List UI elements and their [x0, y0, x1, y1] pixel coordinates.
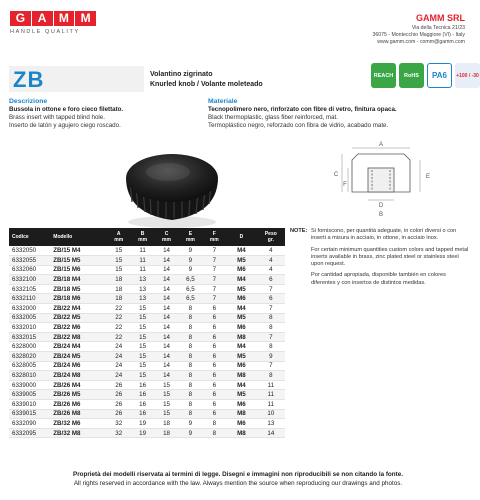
cell-d: M6 [226, 265, 256, 275]
cell-model: ZB/32 M8 [50, 428, 107, 438]
cell-e: 9 [178, 265, 202, 275]
cell-weight: 4 [257, 265, 285, 275]
logo-tagline: HANDLE QUALITY [10, 29, 80, 35]
reach-label: REACH [373, 72, 394, 79]
cell-e: 9 [178, 256, 202, 266]
cell-c: 15 [155, 400, 179, 410]
cell-model: ZB/26 M5 [50, 390, 107, 400]
cell-a: 22 [107, 323, 131, 333]
table-row [9, 323, 285, 333]
cell-b: 15 [131, 304, 155, 314]
cell-c: 14 [155, 304, 179, 314]
cell-d: M6 [226, 294, 256, 304]
temperature-badge-icon [455, 63, 480, 88]
cell-e: 6,5 [178, 294, 202, 304]
material-es: Termoplástico negro, reforzado con fibra de vidrio, acabado mate. [208, 122, 389, 129]
description-es: Inserto de latón y agujero ciego roscado. [9, 122, 121, 129]
cell-d: M4 [226, 380, 256, 390]
cell-weight: 8 [257, 313, 285, 323]
cell-e: 8 [178, 361, 202, 371]
cell-c: 14 [155, 284, 179, 294]
cell-code: 6332095 [9, 428, 50, 438]
cell-code: 6328005 [9, 361, 50, 371]
column-header-code: Codice [9, 228, 50, 246]
product-titles [150, 70, 263, 90]
table-row [9, 352, 285, 362]
cell-c: 18 [155, 419, 179, 429]
cell-model: ZB/18 M4 [50, 275, 107, 285]
table-row [9, 390, 285, 400]
footer [0, 470, 476, 488]
cell-b: 16 [131, 400, 155, 410]
cell-a: 22 [107, 332, 131, 342]
company-address-1: Via della Tecnica 21/23 [411, 25, 465, 31]
cell-e: 6,5 [178, 275, 202, 285]
cell-model: ZB/26 M4 [50, 380, 107, 390]
company-address-2: 36075 - Montecchio Maggiore (VI) - Italy [372, 32, 465, 38]
cell-c: 14 [155, 352, 179, 362]
dim-e-label: E [425, 174, 431, 180]
cell-d: M4 [226, 342, 256, 352]
cell-a: 26 [107, 380, 131, 390]
gamm-logo [10, 11, 96, 35]
cell-c: 15 [155, 409, 179, 419]
cell-code: 6332050 [9, 246, 50, 256]
table-row [9, 332, 285, 342]
cell-d: M5 [226, 352, 256, 362]
column-header-f: F mm [202, 228, 226, 246]
cell-model: ZB/22 M6 [50, 323, 107, 333]
cell-f: 6 [202, 400, 226, 410]
cell-a: 22 [107, 313, 131, 323]
product-code: ZB [13, 67, 45, 92]
table-row [9, 428, 285, 438]
cell-d: M4 [226, 304, 256, 314]
cell-weight: 11 [257, 400, 285, 410]
cell-f: 6 [202, 352, 226, 362]
notes-section [290, 228, 470, 291]
description-heading: Descrizione [9, 98, 48, 105]
product-title-it: Volantino zigrinato [150, 71, 213, 78]
cell-a: 24 [107, 361, 131, 371]
cell-code: 6339010 [9, 400, 50, 410]
material-badge-icon [427, 63, 452, 88]
cell-e: 8 [178, 380, 202, 390]
material-label: PA6 [432, 71, 447, 80]
cell-a: 15 [107, 265, 131, 275]
cell-d: M6 [226, 361, 256, 371]
cell-c: 14 [155, 256, 179, 266]
cell-code: 6332005 [9, 313, 50, 323]
table-row [9, 313, 285, 323]
cell-weight: 6 [257, 275, 285, 285]
table-row [9, 371, 285, 381]
logo-word [10, 11, 96, 26]
cell-model: ZB/22 M4 [50, 304, 107, 314]
logo-letter: M [75, 11, 96, 26]
cell-d: M8 [226, 332, 256, 342]
cell-e: 8 [178, 323, 202, 333]
cell-d: M4 [226, 246, 256, 256]
cell-a: 32 [107, 428, 131, 438]
dim-d-label: D [378, 203, 384, 209]
cell-a: 26 [107, 409, 131, 419]
technical-drawing [300, 140, 470, 220]
cell-e: 9 [178, 246, 202, 256]
cell-b: 15 [131, 313, 155, 323]
cell-code: 6332015 [9, 332, 50, 342]
cell-a: 18 [107, 294, 131, 304]
cell-code: 6339005 [9, 390, 50, 400]
cell-b: 15 [131, 352, 155, 362]
cell-code: 6328000 [9, 342, 50, 352]
cell-model: ZB/24 M4 [50, 342, 107, 352]
cell-c: 14 [155, 313, 179, 323]
cell-b: 16 [131, 390, 155, 400]
cell-model: ZB/24 M5 [50, 352, 107, 362]
rohs-badge-icon [399, 63, 424, 88]
cell-f: 6 [202, 323, 226, 333]
cell-weight: 4 [257, 246, 285, 256]
cell-code: 6332060 [9, 265, 50, 275]
notes-it: Si forniscono, per quantità adeguate, in colori diversi o con inserti a misura in acciaio, in ottone, in acciaio inox. [311, 228, 457, 242]
table-row [9, 256, 285, 266]
column-header-d: D [226, 228, 256, 246]
cell-d: M8 [226, 409, 256, 419]
cell-a: 22 [107, 304, 131, 314]
cell-f: 6 [202, 342, 226, 352]
cell-d: M5 [226, 256, 256, 266]
rohs-label: RoHS [404, 72, 419, 79]
description-section [9, 97, 199, 130]
product-code-box [9, 66, 144, 92]
cell-f: 6 [202, 390, 226, 400]
cell-c: 14 [155, 265, 179, 275]
cell-weight: 8 [257, 323, 285, 333]
column-header-a: A mm [107, 228, 131, 246]
knob-highlight [146, 163, 190, 181]
table-row [9, 400, 285, 410]
table-row [9, 284, 285, 294]
cell-a: 24 [107, 352, 131, 362]
cell-f: 6 [202, 409, 226, 419]
cell-e: 8 [178, 400, 202, 410]
description-it: Bussola in ottone e foro cieco filettato. [9, 106, 124, 113]
cell-a: 18 [107, 284, 131, 294]
cell-weight: 4 [257, 256, 285, 266]
cell-weight: 13 [257, 419, 285, 429]
cell-a: 26 [107, 400, 131, 410]
cell-weight: 9 [257, 352, 285, 362]
reach-badge-icon [371, 63, 396, 88]
cell-b: 19 [131, 419, 155, 429]
cell-b: 13 [131, 275, 155, 285]
cell-b: 16 [131, 380, 155, 390]
footer-it: Proprietà dei modelli riservata ai termini di legge. Disegni e immagini non riproducibili se non citando la fonte. [73, 471, 403, 478]
cell-b: 11 [131, 256, 155, 266]
cell-b: 15 [131, 371, 155, 381]
cell-weight: 6 [257, 294, 285, 304]
column-header-b: B mm [131, 228, 155, 246]
cell-b: 19 [131, 428, 155, 438]
cell-d: M6 [226, 323, 256, 333]
cell-a: 24 [107, 371, 131, 381]
cell-model: ZB/24 M8 [50, 371, 107, 381]
cell-code: 6328020 [9, 352, 50, 362]
table-row [9, 265, 285, 275]
dim-b-label: B [378, 212, 384, 218]
cell-d: M6 [226, 400, 256, 410]
cell-code: 6328010 [9, 371, 50, 381]
cell-model: ZB/15 M6 [50, 265, 107, 275]
cell-f: 8 [202, 419, 226, 429]
description-en: Brass insert with tapped blind hole. [9, 114, 105, 121]
table-row [9, 380, 285, 390]
cell-code: 6332100 [9, 275, 50, 285]
cell-d: M8 [226, 371, 256, 381]
cell-c: 14 [155, 371, 179, 381]
table-row [9, 275, 285, 285]
dim-f-label: F [343, 182, 347, 188]
cell-d: M6 [226, 419, 256, 429]
table-row [9, 246, 285, 256]
cell-b: 11 [131, 265, 155, 275]
cell-e: 8 [178, 352, 202, 362]
cell-d: M5 [226, 390, 256, 400]
cell-f: 7 [202, 275, 226, 285]
cell-b: 11 [131, 246, 155, 256]
cell-e: 8 [178, 304, 202, 314]
cell-code: 6332090 [9, 419, 50, 429]
cell-model: ZB/26 M6 [50, 400, 107, 410]
column-header-weight: Peso gr. [257, 228, 285, 246]
cell-model: ZB/18 M6 [50, 294, 107, 304]
cell-f: 7 [202, 265, 226, 275]
column-header-e: E mm [178, 228, 202, 246]
table-row [9, 294, 285, 304]
cell-e: 8 [178, 409, 202, 419]
cell-weight: 11 [257, 380, 285, 390]
company-info [372, 13, 465, 46]
cell-model: ZB/15 M5 [50, 256, 107, 266]
cell-weight: 14 [257, 428, 285, 438]
table-row [9, 304, 285, 314]
notes-en: For certain minimum quantities custom colors and tapped metal inserts available in brass, zinc plated steel or stainless steel upon request. [311, 246, 469, 268]
cell-f: 6 [202, 304, 226, 314]
cell-f: 6 [202, 361, 226, 371]
cell-b: 15 [131, 342, 155, 352]
cell-f: 7 [202, 294, 226, 304]
cell-code: 6332010 [9, 323, 50, 333]
table-row [9, 409, 285, 419]
cell-e: 8 [178, 313, 202, 323]
cell-code: 6339015 [9, 409, 50, 419]
cell-a: 15 [107, 256, 131, 266]
cell-f: 6 [202, 332, 226, 342]
cell-b: 13 [131, 294, 155, 304]
product-title-en: Knurled knob / Volante moleteado [150, 81, 263, 88]
cell-model: ZB/32 M6 [50, 419, 107, 429]
cell-d: M4 [226, 275, 256, 285]
table-row [9, 361, 285, 371]
cell-f: 7 [202, 256, 226, 266]
cell-d: M5 [226, 284, 256, 294]
cell-e: 8 [178, 332, 202, 342]
cell-c: 15 [155, 390, 179, 400]
cell-c: 15 [155, 380, 179, 390]
column-header-c: C mm [155, 228, 179, 246]
cell-weight: 10 [257, 409, 285, 419]
cell-b: 15 [131, 361, 155, 371]
dim-c-label: C [333, 172, 339, 178]
cell-a: 24 [107, 342, 131, 352]
cell-a: 32 [107, 419, 131, 429]
cell-c: 14 [155, 361, 179, 371]
column-header-model: Modello [50, 228, 107, 246]
cell-model: ZB/22 M5 [50, 313, 107, 323]
certification-badges [371, 63, 480, 88]
footer-en: All rights reserved in accordance with the law. Always mention the source when reproducing our drawings and photos. [73, 480, 403, 487]
cell-model: ZB/26 M8 [50, 409, 107, 419]
material-en: Black thermoplastic, glass fiber reinforced, mat. [208, 114, 338, 121]
notes-label: NOTE: [290, 228, 308, 234]
cell-model: ZB/15 M4 [50, 246, 107, 256]
cell-b: 15 [131, 323, 155, 333]
material-heading: Materiale [208, 98, 238, 105]
cell-code: 6332110 [9, 294, 50, 304]
cell-c: 14 [155, 294, 179, 304]
table-row [9, 342, 285, 352]
cell-b: 13 [131, 284, 155, 294]
cell-code: 6332105 [9, 284, 50, 294]
cell-weight: 7 [257, 361, 285, 371]
cell-code: 6332000 [9, 304, 50, 314]
cell-a: 26 [107, 390, 131, 400]
cell-code: 6339000 [9, 380, 50, 390]
cell-e: 9 [178, 428, 202, 438]
cell-weight: 8 [257, 342, 285, 352]
cell-c: 14 [155, 323, 179, 333]
cell-d: M5 [226, 313, 256, 323]
cell-b: 15 [131, 332, 155, 342]
cell-model: ZB/22 M8 [50, 332, 107, 342]
company-web[interactable]: www.gamm.com - comm@gamm.com [377, 39, 465, 45]
cell-d: M8 [226, 428, 256, 438]
material-section [208, 97, 468, 130]
cell-e: 9 [178, 419, 202, 429]
cell-model: ZB/24 M6 [50, 361, 107, 371]
cell-c: 14 [155, 246, 179, 256]
dim-a-label: A [378, 142, 384, 148]
cell-model: ZB/18 M5 [50, 284, 107, 294]
cell-f: 7 [202, 284, 226, 294]
logo-letter: M [54, 11, 75, 26]
cell-weight: 11 [257, 390, 285, 400]
cell-e: 6,5 [178, 284, 202, 294]
cell-weight: 7 [257, 304, 285, 314]
cell-c: 14 [155, 332, 179, 342]
cell-c: 14 [155, 342, 179, 352]
dimensions-table [9, 228, 285, 438]
table-row [9, 419, 285, 429]
knob-photo [108, 142, 232, 232]
material-it: Tecnopolimero nero, rinforzato con fibre di vetro, finitura opaca. [208, 106, 397, 113]
cell-f: 8 [202, 428, 226, 438]
cell-f: 6 [202, 313, 226, 323]
cell-weight: 7 [257, 332, 285, 342]
cell-c: 14 [155, 275, 179, 285]
cell-e: 8 [178, 390, 202, 400]
company-name: GAMM SRL [416, 13, 465, 23]
cell-a: 15 [107, 246, 131, 256]
cell-a: 18 [107, 275, 131, 285]
cell-e: 8 [178, 342, 202, 352]
temperature-label: +100 / -30 [456, 72, 479, 79]
logo-letter: A [32, 11, 53, 26]
cell-weight: 8 [257, 371, 285, 381]
cell-weight: 7 [257, 284, 285, 294]
table-body [9, 246, 285, 438]
cell-f: 7 [202, 246, 226, 256]
cell-f: 6 [202, 380, 226, 390]
cell-c: 18 [155, 428, 179, 438]
cell-f: 6 [202, 371, 226, 381]
table-header-row [9, 228, 285, 246]
cell-code: 6332055 [9, 256, 50, 266]
logo-letter: G [10, 11, 31, 26]
notes-es: Por cantidad apropiada, disponible también en colores diferentes y con insertos de distintos medidas. [311, 272, 446, 286]
cell-e: 8 [178, 371, 202, 381]
cell-b: 16 [131, 409, 155, 419]
